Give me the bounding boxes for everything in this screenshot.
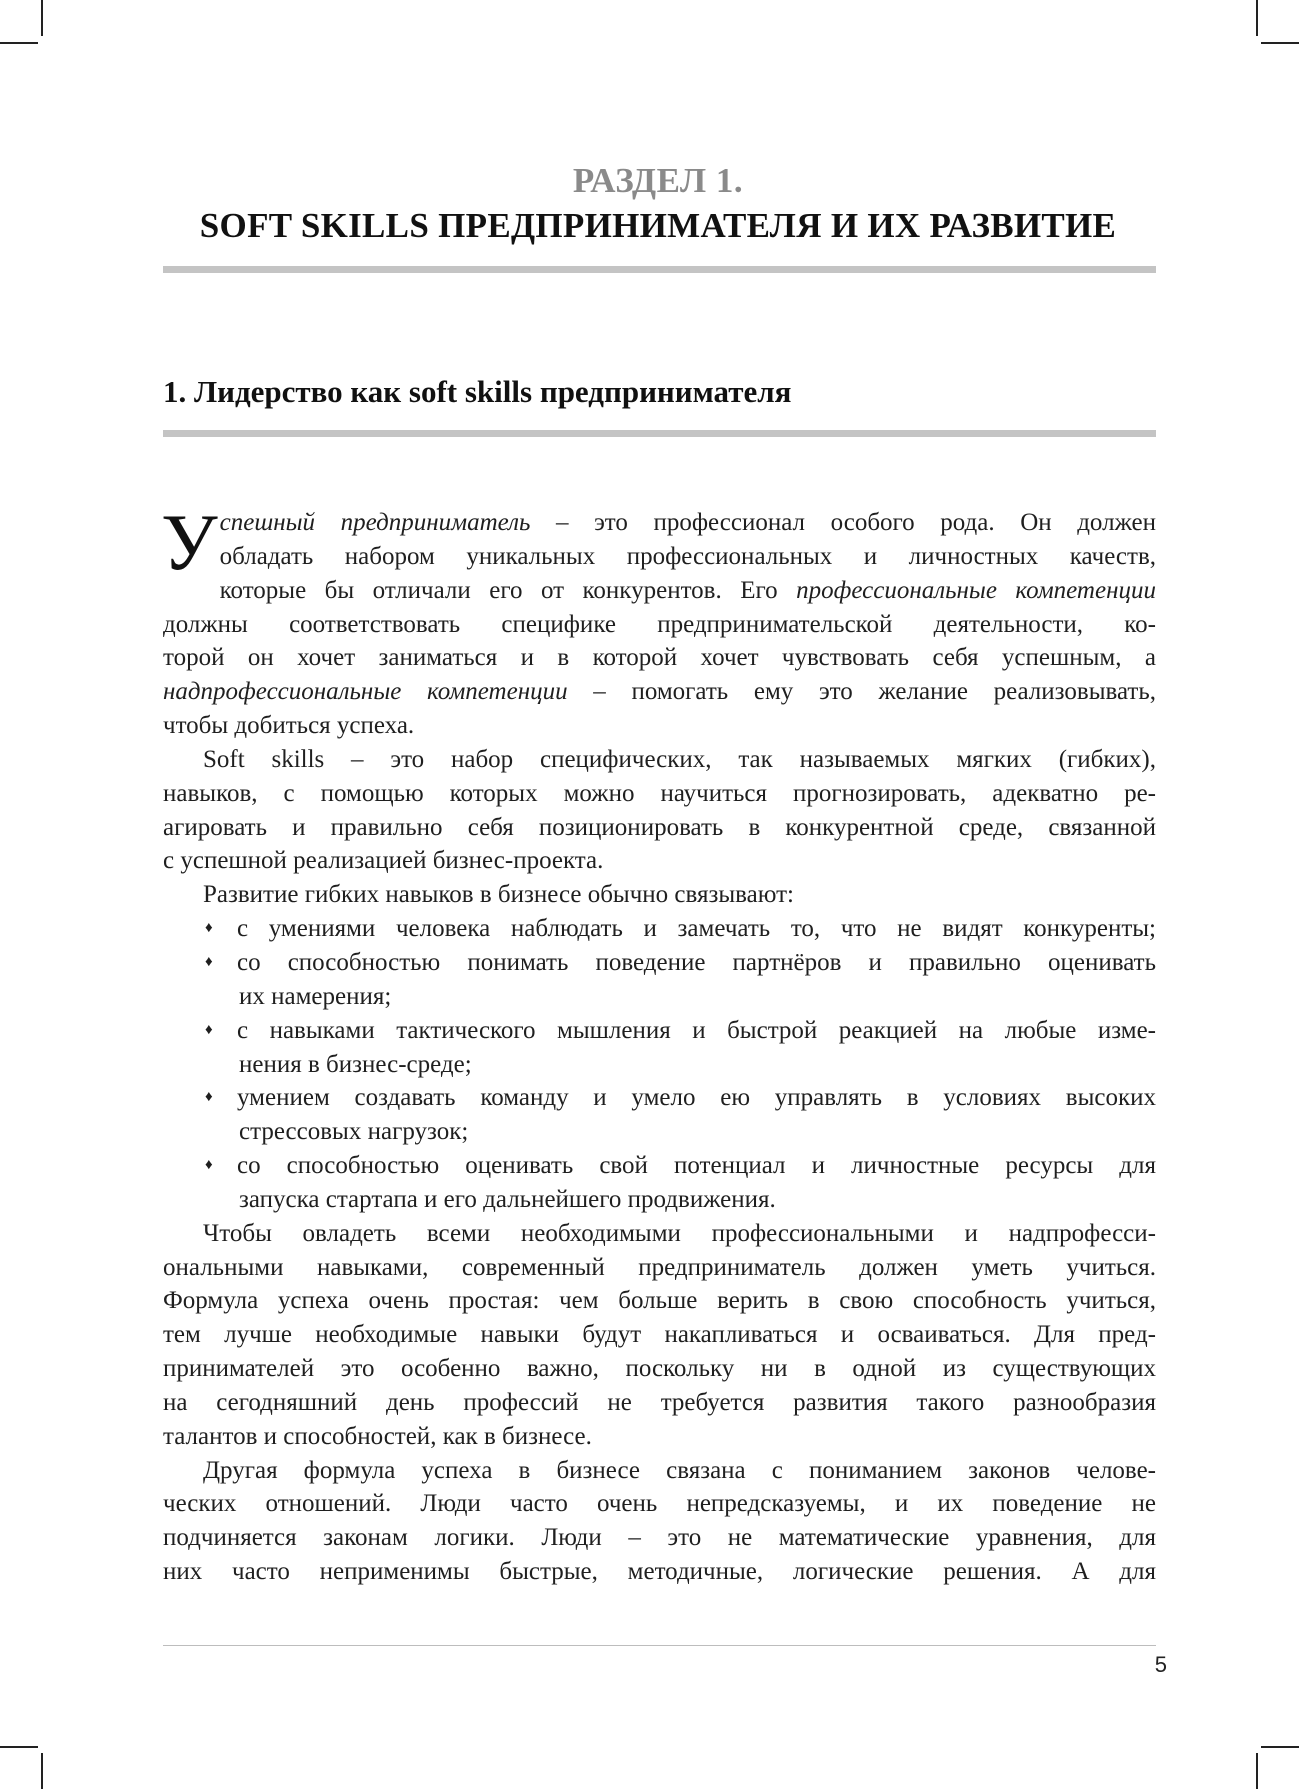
- crop-mark-bottom-left: [41, 1753, 43, 1789]
- paragraph-1-opening: [161, 499, 1156, 587]
- emphasis: надпрофессиональные компетенции: [163, 678, 568, 706]
- paragraph-line: Soft skills – это набор специфических, так называемых мягких (гибких),: [203, 745, 1156, 773]
- crop-mark-top-right-h: [1261, 42, 1299, 44]
- crop-mark-bottom-right: [1256, 1753, 1258, 1789]
- emphasis: профессиональные компетенции: [796, 576, 1156, 604]
- list-item: [163, 1149, 1156, 1183]
- section-heading: [160, 160, 1156, 248]
- list-item-text: со способностью понимать поведение партнёров и правильно оценивать: [237, 948, 1156, 976]
- list-item-text: со способностью оценивать свой потенциал и личностные ресурсы для: [237, 1152, 1156, 1180]
- page-number: 5: [1154, 1652, 1167, 1677]
- text: которые бы отличали его от конкурентов. Его: [219, 576, 797, 604]
- paragraph-line: с успешной реализацией бизнес-проекта.: [163, 847, 604, 875]
- paragraph-line: агировать и правильно себя позиционировать в конкурентной среде, связанной: [163, 813, 1156, 841]
- crop-mark-top-left: [41, 0, 43, 36]
- diamond-bullet-icon: ♦: [205, 1021, 213, 1038]
- paragraph-line: обладать набором уникальных профессиональных и личностных качеств,: [219, 542, 1156, 570]
- diamond-bullet-icon: ♦: [205, 920, 213, 937]
- list-item-text: умением создавать команду и умело ею управлять в условиях высоких: [237, 1084, 1156, 1112]
- list-item-continuation: запуска стартапа и его дальнейшего продвижения.: [239, 1185, 776, 1213]
- list-item: [163, 1081, 1156, 1115]
- text: – это профессионал особого рода. Он должен: [530, 509, 1156, 536]
- paragraph-line: Чтобы овладеть всеми необходимыми профессиональными и надпрофесси-: [203, 1219, 1156, 1247]
- paragraph-line: принимателей это особенно важно, поскольку ни в одной из существующих: [163, 1355, 1156, 1383]
- diamond-bullet-icon: ♦: [205, 953, 213, 970]
- list-item-text: с умениями человека наблюдать и замечать то, что не видят конкуренты;: [237, 915, 1156, 943]
- paragraph-line: ческих отношений. Люди часто очень непредсказуемы, и их поведение не: [163, 1490, 1156, 1518]
- list-item-continuation: стрессовых нагрузок;: [239, 1118, 469, 1146]
- paragraph-line: [163, 506, 1156, 540]
- chapter-title: 1. Лидерство как soft skills предпринимателя: [163, 374, 792, 409]
- paragraph-line: подчиняется законам логики. Люди – это не математические уравнения, для: [163, 1524, 1156, 1552]
- paragraph-line: Другая формула успеха в бизнесе связана с пониманием законов челове-: [203, 1456, 1156, 1484]
- crop-mark-bottom-right-h: [1261, 1746, 1299, 1748]
- paragraph-line: навыков, с помощью которых можно научиться прогнозировать, адекватно ре-: [163, 779, 1156, 807]
- emphasis: спешный предприниматель: [219, 509, 531, 536]
- list-item-continuation: нения в бизнес-среде;: [239, 1050, 472, 1078]
- list-item: [163, 1014, 1156, 1048]
- diamond-bullet-icon: ♦: [205, 1089, 213, 1106]
- drop-cap: У: [161, 499, 218, 587]
- body-text: [161, 499, 1156, 1589]
- paragraph-line: ональными навыками, современный предприниматель должен уметь учиться.: [163, 1253, 1156, 1281]
- paragraph-line: тем лучше необходимые навыки будут накапливаться и осваиваться. Для пред-: [163, 1321, 1156, 1349]
- list-item-continuation: их намерения;: [239, 982, 392, 1010]
- paragraph-line: [163, 574, 1156, 608]
- paragraph-line: на сегодняшний день профессий не требуется развития такого разнообразия: [163, 1388, 1156, 1416]
- diamond-bullet-icon: ♦: [205, 1157, 213, 1174]
- chapter-rule: [163, 430, 1156, 437]
- section-rule: [163, 266, 1156, 273]
- crop-mark-top-right: [1256, 0, 1258, 36]
- list-item: [163, 912, 1156, 946]
- text: – помогать ему это желание реализовывать,: [567, 678, 1156, 706]
- list-intro: Развитие гибких навыков в бизнесе обычно связывают:: [203, 881, 794, 909]
- paragraph-line: должны соответствовать специфике предпринимательской деятельности, ко-: [163, 610, 1156, 638]
- list-item: [163, 946, 1156, 980]
- paragraph-line: [163, 675, 1156, 709]
- list-item-text: с навыками тактического мышления и быстрой реакцией на любые изме-: [237, 1016, 1156, 1044]
- paragraph-line: талантов и способностей, как в бизнесе.: [163, 1422, 592, 1450]
- section-title: SOFT SKILLS ПРЕДПРИНИМАТЕЛЯ И ИХ РАЗВИТИЕ: [199, 206, 1117, 245]
- paragraph-line: торой он хочет заниматься и в которой хочет чувствовать себя успешным, а: [163, 644, 1156, 672]
- paragraph-line: них часто неприменимы быстрые, методичные, логические решения. А для: [163, 1558, 1156, 1586]
- section-label: РАЗДЕЛ 1.: [572, 161, 744, 200]
- crop-mark-bottom-left-h: [0, 1746, 38, 1748]
- crop-mark-top-left-h: [0, 42, 38, 44]
- footer-rule: [163, 1645, 1156, 1646]
- paragraph-line: Формула успеха очень простая: чем больше верить в свою способность учиться,: [163, 1287, 1156, 1315]
- paragraph-line: чтобы добиться успеха.: [163, 712, 415, 740]
